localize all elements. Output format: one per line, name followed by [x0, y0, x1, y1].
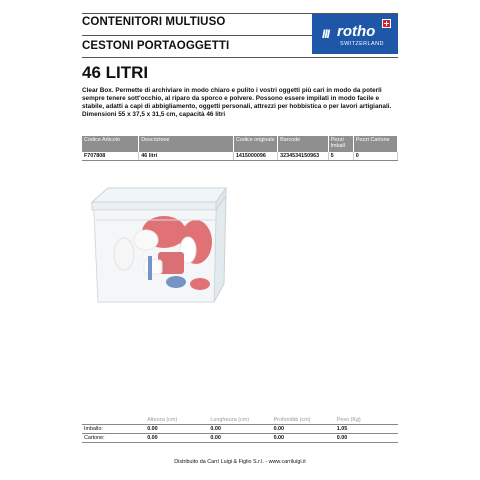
- dims-cell: 0.00: [145, 434, 208, 443]
- dimensions-text: Dimensioni 55 x 37,5 x 31,5 cm, capacità 46 litri: [82, 111, 226, 118]
- product-table: [82, 136, 398, 161]
- dims-cell: 0.00: [208, 425, 271, 434]
- logo-brand: rotho: [337, 23, 376, 40]
- subcategory-heading: CESTONI PORTAOGGETTI: [82, 40, 230, 52]
- dims-label: Cartone:: [82, 434, 145, 443]
- dims-header: Lunghezza (cm): [208, 416, 271, 425]
- table-header: Codice originale: [233, 136, 277, 152]
- table-cell: 46 litri: [139, 152, 234, 161]
- logo-bars: III: [322, 27, 330, 41]
- description-text: Clear Box. Permette di archiviare in modo chiaro e pulito i vostri oggetti più cari in modo da poterli sempre tenere sott'occhio, al riparo da sporco e polvere. Possono essere impilati in modo facile e stabile, adatti a capi di abbigliamento, oggetti personali, attrezzi per hobbistica o per lavori artigianali.: [82, 87, 392, 110]
- footer-text: Distribuito da Carrì Luigi & Figlio S.r.l. - www.carriluigi.it: [174, 459, 306, 465]
- dims-cell: 1.05: [335, 425, 398, 434]
- box-lid: [92, 188, 226, 202]
- table-header: Descrizione: [139, 136, 234, 152]
- logo-tagline: SWITZERLAND: [340, 41, 384, 47]
- table-header: Pezzi Imball: [328, 136, 353, 152]
- table-header: Barcode: [278, 136, 328, 152]
- header-bottom-rule: [82, 57, 398, 58]
- table-cell: 0: [353, 152, 397, 161]
- dimensions-table: [82, 416, 398, 443]
- dims-cell: 0.00: [272, 434, 335, 443]
- dims-cell: 0.00: [208, 434, 271, 443]
- table-row: [82, 434, 398, 443]
- product-photo: [84, 180, 234, 312]
- dims-header: [82, 416, 145, 425]
- product-description: [82, 87, 402, 119]
- box-lid-front: [92, 202, 216, 210]
- category-heading: CONTENITORI MULTIUSO: [82, 16, 226, 28]
- table-header-row: [82, 136, 398, 152]
- product-title: 46 LITRI: [82, 63, 149, 82]
- table-cell: 3234534150963: [278, 152, 328, 161]
- dims-label: Imballo:: [82, 425, 145, 434]
- table-header: Codice Articolo: [82, 136, 139, 152]
- dims-header: Peso (Kg): [335, 416, 398, 425]
- dims-cell: 0.00: [272, 425, 335, 434]
- dims-header: Altezza (cm): [145, 416, 208, 425]
- table-cell: 5: [328, 152, 353, 161]
- dims-cell: 0.00: [335, 434, 398, 443]
- dims-header: Profondità (cm): [272, 416, 335, 425]
- table-row: [82, 425, 398, 434]
- table-row: [82, 152, 398, 161]
- table-header: Pezzi Cartone: [353, 136, 397, 152]
- table-cell: 1415000096: [233, 152, 277, 161]
- dims-header-row: [82, 416, 398, 425]
- table-cell: F707808: [82, 152, 139, 161]
- box-front-overlay: [94, 210, 216, 302]
- rotho-logo: [312, 14, 398, 54]
- dims-cell: 0.00: [145, 425, 208, 434]
- swiss-flag-icon: [382, 19, 391, 28]
